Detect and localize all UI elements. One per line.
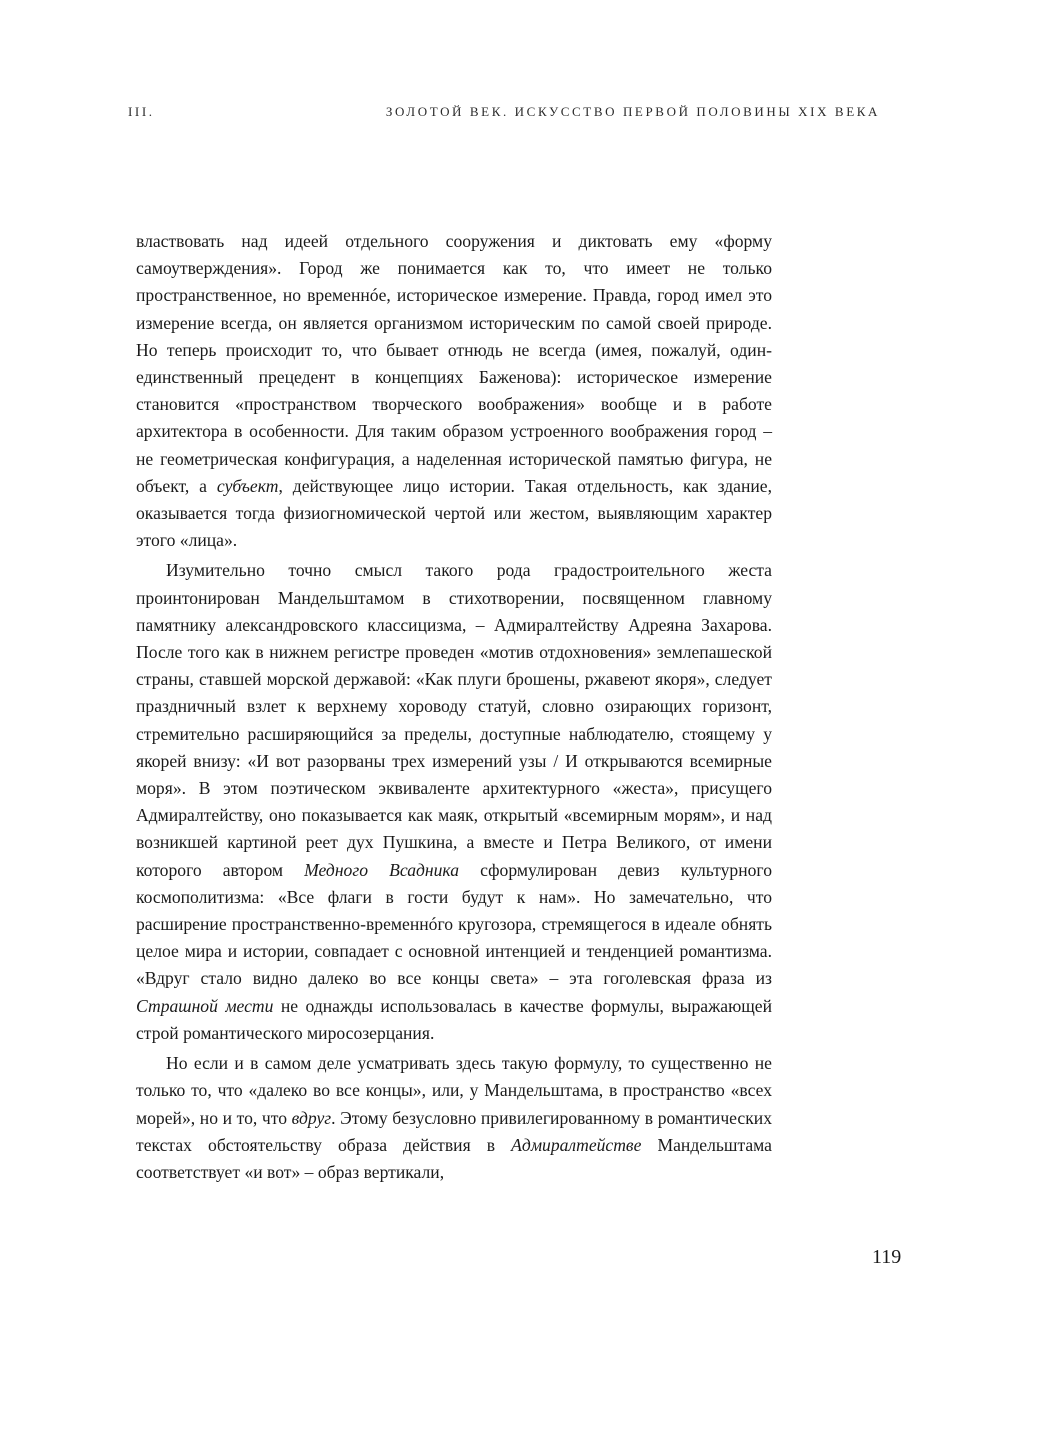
italic-run: субъект	[216, 475, 279, 496]
text-run: Изумительно точно смысл такого рода градостроительного жеста проинтонирован Мандельштамом в стихотворении, посвященном главному памятнику александровского классицизма, – Адмиралтейству Адреяна Захарова. После того как в нижнем регистре проведен «мотив отдохновения» землепашеской страны, ставшей морской державой: «Как плуги брошены, ржавеют якоря», следует праздничный взлет к верхнему хороводу статуй, словно озирающих горизонт, стремительно расширяющийся за пределы, доступные наблюдателю, стоящему у якорей внизу: «И вот разорваны трех измерений узы / И открываются всемирные моря». В этом поэтическом эквиваленте архитектурного «жеста», присущего Адмиралтейству, оно показывается как маяк, открытый «всемирным морям», и над возникшей картиной реет дух Пушкина, а вместе и Петра Великого, от имени которого автором	[136, 560, 772, 880]
paragraph	[136, 557, 772, 1047]
part-number: III.	[128, 104, 155, 119]
text-run: не однажды использовалась в качестве формулы, выражающей строй романтического миросозерцания.	[136, 995, 772, 1043]
text-run: Но если и в самом деле усматривать здесь такую формулу, то существенно не только то, что «далеко во все концы», или, у Мандельштама, в пространство «всех морей», но и то, что	[136, 1053, 772, 1128]
body-text	[136, 228, 772, 1186]
italic-run: Страшной мести	[136, 995, 274, 1016]
text-run: Мандельштама соответствует «и вот» – образ вертикали,	[136, 1134, 772, 1182]
running-head	[128, 104, 880, 128]
paragraph	[136, 228, 772, 554]
running-head-title: ЗОЛОТОЙ ВЕК. ИСКУССТВО ПЕРВОЙ ПОЛОВИНЫ XIX ВЕКА	[385, 104, 880, 119]
text-run: властвовать над идеей отдельного сооружения и диктовать ему «форму самоутверждения». Город же понимается как то, что имеет не только пространственное, но временнóе, историческое измерение. Правда, город имел это измерение всегда, он является организмом историческим по самой своей природе. Но теперь происходит то, что бывает отнюдь не всегда (имея, пожалуй, один-единственный прецедент в концепциях Баженова): историческое измерение становится «пространством творческого воображения» вообще и в работе архитектора в особенности. Для таким образом устроенного воображения город – не геометрическая конфигурация, а наделенная исторической памятью фигура, не объект, а	[136, 231, 772, 496]
italic-run: Медного Всадника	[304, 859, 460, 880]
page-number: 119	[872, 1246, 902, 1268]
italic-run: вдруг	[291, 1107, 332, 1128]
text-run: . Этому безусловно привилегированному в романтических текстах обстоятельству образа действия в	[136, 1107, 772, 1155]
text-run: сформулирован девиз культурного космополитизма: «Все флаги в гости будут к нам». Но замечательно, что расширение пространственно-временнóго кругозора, стремящегося в идеале обнять целое мира и истории, совпадает с основной интенцией и тенденцией романтизма. «Вдруг стало видно далеко во все концы света» – эта гоголевская фраза из	[136, 859, 772, 989]
paragraph	[136, 1050, 772, 1186]
text-run: , действующее лицо истории. Такая отдельность, как здание, оказывается тогда физиогномической чертой или жестом, выявляющим характер этого «лица».	[136, 475, 773, 551]
italic-run: Адмиралтействе	[511, 1134, 642, 1155]
